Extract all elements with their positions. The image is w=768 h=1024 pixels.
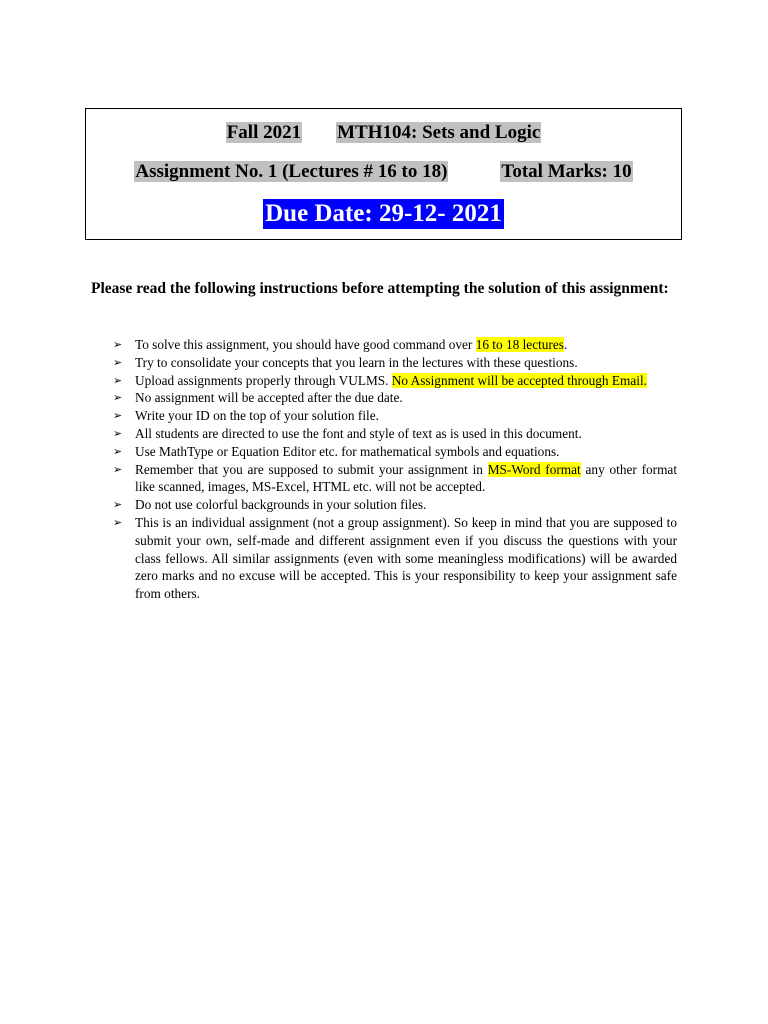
list-item: ➢ All students are directed to use the font and style of text as is used in this document. — [113, 425, 582, 441]
list-item: ➢ Try to consolidate your concepts that you learn in the lectures with these questions. — [113, 354, 578, 370]
list-item: ➢ No assignment will be accepted after the due date. — [113, 390, 403, 406]
instructions-intro: Please read the following instructions before attempting the solution of this assignment: — [91, 280, 669, 297]
total-marks: Total Marks: 10 — [501, 161, 632, 182]
arrow-bullet-icon: ➢ — [113, 355, 123, 369]
list-item: ➢ Remember that you are supposed to submit your assignment in MS-Word format any other format like scanned, images, MS-Excel, HTML etc. will not be accepted. — [113, 461, 678, 495]
highlighted-text: 16 to 18 lectures — [475, 337, 564, 352]
arrow-bullet-icon: ➢ — [113, 338, 123, 351]
list-item: ➢ Use MathType or Equation Editor etc. for mathematical symbols and equations. — [113, 443, 560, 459]
course-line — [86, 121, 681, 145]
arrow-bullet-icon: ➢ — [113, 515, 123, 529]
list-item: ➢ Do not use colorful backgrounds in your solution files. — [113, 497, 427, 513]
assignment-title: Assignment No. 1 (Lectures # 16 to 18) — [135, 161, 448, 182]
list-item: ➢ To solve this assignment, you should have good command over 16 to 18 lectures. — [113, 337, 568, 352]
highlighted-text: MS-Word format — [487, 461, 581, 477]
arrow-bullet-icon: ➢ — [113, 444, 123, 458]
arrow-bullet-icon: ➢ — [113, 391, 123, 405]
list-item: ➢ This is an individual assignment (not a group assignment). So keep in mind that you are supposed to submit your own, self-made and different assignment even if you discuss the questions with your class fellows. All similar assignments (even with some meaningless modifications) will be awarded zero marks and no excuse will be accepted. This is your responsibility to keep your assignment safe from others. — [113, 514, 677, 602]
list-item: ➢ Write your ID on the top of your solution file. — [113, 408, 379, 424]
arrow-bullet-icon: ➢ — [113, 498, 123, 512]
arrow-bullet-icon: ➢ — [113, 373, 123, 387]
arrow-bullet-icon: ➢ — [113, 426, 123, 440]
due-date: Due Date: 29-12- 2021 — [265, 200, 502, 227]
due-date-line — [86, 199, 681, 229]
arrow-bullet-icon: ➢ — [113, 409, 123, 423]
course-title: MTH104: Sets and Logic — [337, 122, 541, 143]
list-item: ➢ Upload assignments properly through VULMS. No Assignment will be accepted through Email. — [113, 372, 647, 388]
term-label: Fall 2021 — [226, 122, 302, 143]
assignment-line — [86, 160, 681, 184]
arrow-bullet-icon: ➢ — [113, 462, 123, 476]
assignment-header-box — [85, 108, 682, 240]
highlighted-text: No Assignment will be accepted through Email. — [391, 372, 647, 388]
instructions-list — [113, 336, 677, 603]
